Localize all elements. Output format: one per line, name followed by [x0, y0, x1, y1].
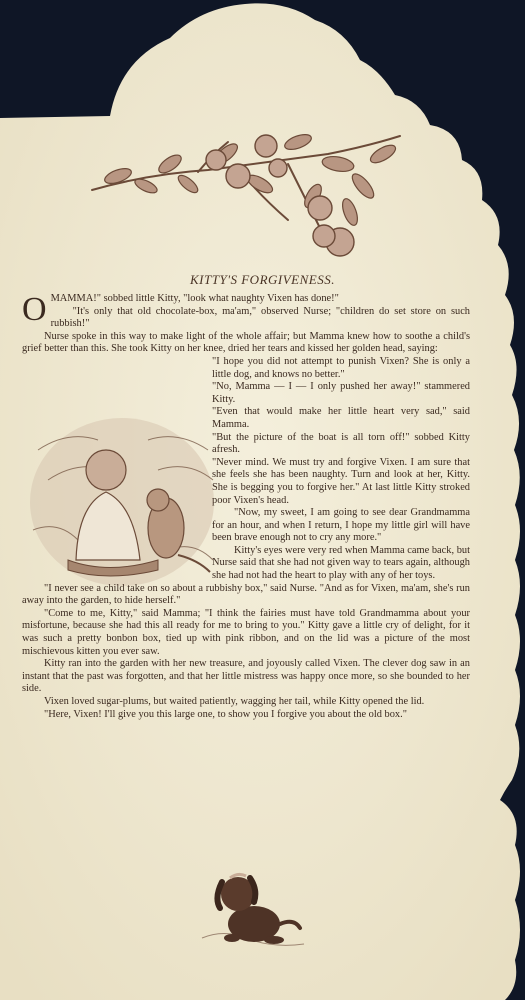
paragraph-9: "Now, my sweet, I am going to see dear Grandmamma for an hour, and when I return, I hope my little girl will have been brave enough not to cry any more." — [212, 507, 470, 544]
paragraph-11: "I never see a child take on so about a rubbishy box," said Nurse. "And as for Vixen, ma'am, she's run away into the garden, to hide herself." — [22, 582, 470, 607]
fruit-branch-illustration — [88, 124, 408, 264]
story-body — [22, 293, 470, 721]
paragraph-7: "But the picture of the boat is all torn off!" sobbed Kitty afresh. — [212, 431, 470, 456]
paragraph-4: "I hope you did not attempt to punish Vixen? She is only a little dog, and knows no better." — [212, 355, 470, 380]
paragraph-8: "Never mind. We must try and forgive Vixen. I am sure that she feels she has been naughty. Turn and look at her, Kitty. She is begging you to forgive her." At last little Kitty stroked poor Vixen's head. — [212, 456, 470, 506]
paragraph-3: Nurse spoke in this way to make light of the whole affair; but Mamma knew how to soothe a child's grief better than this. She took Kitty on her knee, dried her tears and kissed her golden head, saying: — [22, 330, 470, 355]
paragraph-5: "No, Mamma — I — I only pushed her away!" stammered Kitty. — [212, 381, 470, 405]
paragraph-2: "It's only that old chocolate-box, ma'am," observed Nurse; "children do set store on such rubbish!" — [50, 305, 470, 330]
paragraph-15: "Here, Vixen! I'll give you this large one, to show you I forgive you about the old box." — [44, 708, 407, 720]
puppy-illustration — [196, 868, 306, 952]
illustration-space — [22, 360, 212, 572]
paragraph-13: Kitty ran into the garden with her new treasure, and joyously called Vixen. The clever dog saw in an instant that the past was forgotten, and that her little mistress was happy once more, so she bounded to her side. — [22, 658, 470, 695]
paragraph-12: "Come to me, Kitty," said Mamma; "I think the fairies must have told Grandmamma about your misfortune, because she had this all ready for me to bring to you." Kitty gave a little cry of delight, for it was such a pretty bonbon box, tied up with pink ribbon, and on the lid was a picture of the most mischievous kitten you ever saw. — [22, 607, 470, 657]
paragraph-10: Kitty's eyes were very red when Mamma came back, but Nurse said that she had not given way to tears again, although she had not had the heart to play with any of her toys. — [212, 544, 470, 582]
paragraph-14: Vixen loved sugar-plums, but waited patiently, wagging her tail, while Kitty opened the lid. — [44, 696, 425, 707]
paragraph-1: MAMMA!" sobbed little Kitty, "look what naughty Vixen has done!" — [50, 293, 339, 304]
paragraph-6: "Even that would make her little heart very sad," said Mamma. — [212, 406, 470, 430]
story-title: KITTY'S FORGIVENESS. — [190, 272, 335, 287]
drop-cap: O — [22, 291, 47, 328]
